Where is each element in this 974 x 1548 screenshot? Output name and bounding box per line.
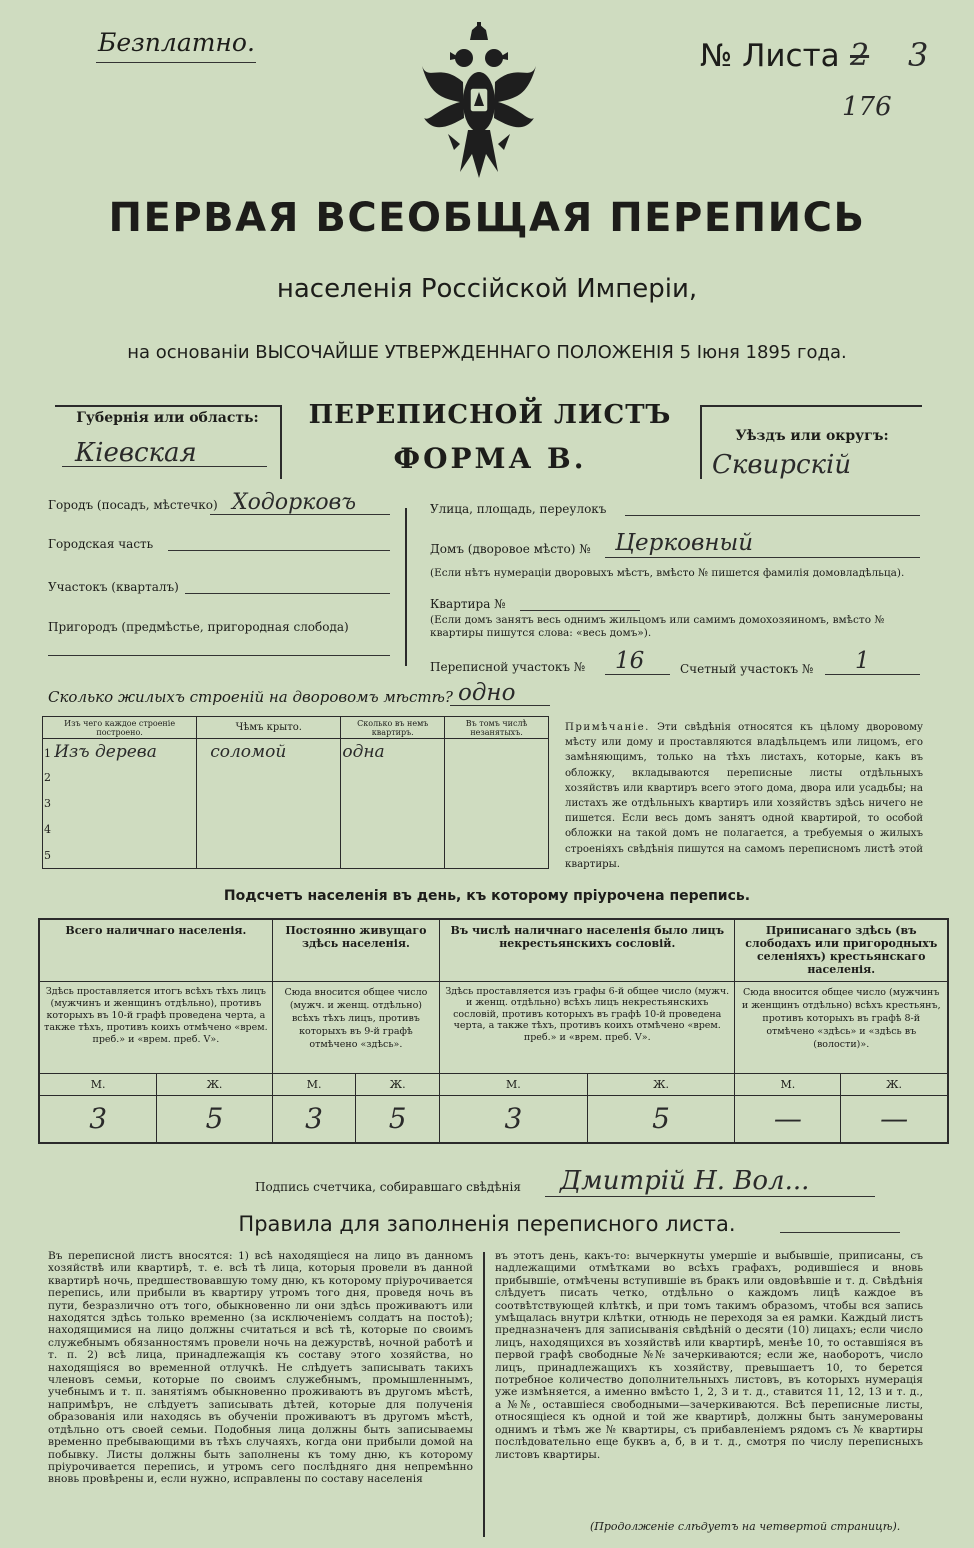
imperial-eagle-emblem bbox=[420, 22, 538, 182]
table-row bbox=[43, 739, 549, 765]
building-vacant bbox=[445, 739, 549, 765]
house-value: Церковный bbox=[615, 530, 754, 556]
pop-nonpeasant-f: 5 bbox=[587, 1095, 735, 1143]
pop-header-peasant: Приписанаго здѣсь (въ слободахъ или пригородныхъ селеніяхъ) крестьянскаго населенія. bbox=[735, 919, 948, 981]
city-part-label: Городская часть bbox=[48, 537, 154, 551]
buildings-question: Сколько жилыхъ строеній на дворовомъ мѣстѣ? bbox=[48, 688, 453, 706]
buildings-header-material: Изъ чего каждое строеніе построено. bbox=[43, 717, 197, 739]
sheet-number-label: № Листа bbox=[700, 38, 840, 74]
buildings-note bbox=[565, 720, 923, 872]
pop-header-total: Всего наличнаго населенія. bbox=[39, 919, 272, 981]
pop-header-nonpeasant: Въ числѣ наличнаго населенія было лицъ некрестьянскихъ сословій. bbox=[440, 919, 735, 981]
note-title: Примѣчаніе. bbox=[565, 722, 650, 733]
pop-permanent-m: 3 bbox=[272, 1095, 356, 1143]
pop-desc-nonpeasant: Здѣсь проставляется изъ графы 6-й общее число (мужч. и женщ. отдѣльно) всѣхъ лицъ некрестьянскихъ сословій, противъ которыхъ въ графѣ 10-й проведена черта, а также тѣхъ, противъ коихъ отмѣчено «врем. преб.» и «врем. преб. V». bbox=[440, 981, 735, 1073]
pop-total-f: 5 bbox=[157, 1095, 273, 1143]
table-row bbox=[43, 843, 549, 869]
pop-permanent-f: 5 bbox=[356, 1095, 440, 1143]
signature-value: Дмитрій Н. Вол... bbox=[560, 1166, 810, 1196]
census-area-value: 16 bbox=[615, 648, 645, 674]
subtitle: населенія Россійской Имперіи, bbox=[276, 274, 698, 304]
row-number: 3 bbox=[43, 791, 197, 817]
pop-m-label: М. bbox=[39, 1073, 157, 1095]
pop-peasant-m: — bbox=[735, 1095, 841, 1143]
apartment-note: (Если домъ занятъ весь однимъ жильцомъ или самимъ домохозяиномъ, вмѣсто № квартиры пишутся слова: «весь домъ»). bbox=[430, 614, 885, 639]
population-table bbox=[38, 918, 949, 1144]
buildings-answer: одно bbox=[458, 680, 516, 706]
pop-f-label: Ж. bbox=[356, 1073, 440, 1095]
note-text: Эти свѣдѣнія относятся къ цѣлому дворовому мѣсту или дому и проставляются владѣльцемъ или лицомъ, его замѣняющимъ, только на тѣхъ листахъ, которые, какъ въ обложку, вкладываются переписные листы отдѣльныхъ хозяйствъ или квартиръ всего этого дома, двора или усадьбы; на листахъ же отдѣльныхъ квартиръ или хозяйствъ здѣсь ничего не пишется. Если весь домъ занятъ одной квартирой, то особой обложки на такой домъ не полагается, а требуемыя о жилыхъ строеніяхъ свѣдѣнія пишутся на самомъ переписномъ листѣ этой квартиры. bbox=[565, 722, 923, 870]
pop-total-m: 3 bbox=[39, 1095, 157, 1143]
pop-header-permanent: Постоянно живущаго здѣсь населенія. bbox=[272, 919, 439, 981]
rules-divider bbox=[483, 1252, 485, 1537]
building-apartments: одна bbox=[342, 741, 385, 762]
free-label: Безплатно. bbox=[98, 28, 255, 57]
street-label: Улица, площадь, переулокъ bbox=[430, 502, 607, 516]
pop-m-label: М. bbox=[735, 1073, 841, 1095]
apartment-label: Квартира № bbox=[430, 597, 506, 611]
rules-left-column: Въ переписной листъ вносятся: 1) всѣ находящіеся на лицо въ данномъ хозяйствѣ или квартирѣ, т. е. всѣ тѣ лица, которыя провели въ данной квартирѣ ночь, предшествовавшую тому дню, къ которому пріурочивается перепись, или прибыли въ квартиру утромъ того дня, проведя ночь въ пути, безразлично отъ того, обыкновенно ли они здѣсь проживаютъ или находятся здѣсь только временно (за исключеніемъ солдатъ на постоѣ); находящимися на лицо должны считаться и всѣ тѣ, которые по своимъ служебнымъ обязанностямъ провели ночь на дежурствѣ, ночной работѣ и т. п. 2) всѣ лица, принадлежащія къ составу этого хозяйства, но находящіяся во временной отлучкѣ. Не слѣдуетъ записывать такихъ членовъ семьи, которые по своимъ служебнымъ, промышленнымъ, учебнымъ и т. п. занятіямъ обыкновенно проживаютъ въ другомъ мѣстѣ, напримѣръ, не слѣдуетъ записывать дѣтей, которые для полученія образованія или находясь въ обученіи проживаютъ въ другомъ мѣстѣ, отдѣльно отъ своей семьи. Подобныя лица должны быть записываемы временно пребывающими въ тѣхъ случаяхъ, когда они прибыли домой на побывку. Листы должны быть заполнены къ тому дню, къ которому пріурочивается перепись, и утромъ сего послѣдняго дня непремѣнно вновь провѣрены и, если нужно, исправлены по составу населенія bbox=[48, 1250, 473, 1486]
buildings-table bbox=[42, 716, 549, 869]
pop-peasant-f: — bbox=[841, 1095, 948, 1143]
pop-m-label: М. bbox=[272, 1073, 356, 1095]
suburb-label: Пригородъ (предмѣстье, пригородная слобода) bbox=[48, 620, 349, 634]
gubernia-value: Кіевская bbox=[75, 438, 197, 468]
uezd-value: Сквирскій bbox=[712, 450, 852, 480]
census-area-label: Переписной участокъ № bbox=[430, 660, 586, 674]
archive-number: 176 bbox=[842, 92, 892, 122]
buildings-header-vacant: Въ томъ числѣ незанятыхъ. bbox=[445, 717, 549, 739]
form-title: ПЕРЕПИСНОЙ ЛИСТЪ bbox=[308, 400, 672, 430]
building-roof: соломой bbox=[210, 741, 287, 762]
gubernia-label: Губернія или область: bbox=[76, 410, 259, 426]
count-area-value: 1 bbox=[855, 648, 870, 674]
pop-f-label: Ж. bbox=[157, 1073, 273, 1095]
row-number: 1 bbox=[44, 746, 51, 760]
main-title: ПЕРВАЯ ВСЕОБЩАЯ ПЕРЕПИСЬ bbox=[108, 195, 866, 241]
uezd-label: Уѣздъ или округъ: bbox=[735, 428, 889, 444]
pop-f-label: Ж. bbox=[841, 1073, 948, 1095]
signature-label: Подпись счетчика, собиравшаго свѣдѣнія bbox=[255, 1180, 521, 1194]
city-value: Ходорковъ bbox=[232, 490, 357, 515]
row-number: 4 bbox=[43, 817, 197, 843]
count-area-label: Счетный участокъ № bbox=[680, 662, 814, 676]
city-label: Городъ (посадъ, мѣстечко) bbox=[48, 498, 218, 512]
rules-title: Правила для заполненія переписного листа. bbox=[238, 1212, 736, 1236]
row-number: 5 bbox=[43, 843, 197, 869]
sheet-number-struck: 2 bbox=[850, 38, 870, 73]
pop-desc-total: Здѣсь проставляется итогъ всѣхъ тѣхъ лицъ (мужчинъ и женщинъ отдѣльно), противъ которыхъ въ 10-й графѣ проведена черта, а также тѣхъ, противъ коихъ отмѣчено «врем. преб.» и «врем. преб. V». bbox=[39, 981, 272, 1073]
pop-f-label: Ж. bbox=[587, 1073, 735, 1095]
pop-desc-permanent: Сюда вносится общее число (мужч. и женщ. отдѣльно) всѣхъ тѣхъ лицъ, противъ которыхъ въ 9-й графѣ отмѣчено «здѣсь». bbox=[272, 981, 439, 1073]
population-title: Подсчетъ населенія въ день, къ которому пріурочена перепись. bbox=[223, 888, 751, 904]
row-number: 2 bbox=[43, 765, 197, 791]
sheet-number: 3 bbox=[908, 36, 929, 74]
pop-nonpeasant-m: 3 bbox=[440, 1095, 588, 1143]
table-row bbox=[43, 791, 549, 817]
rules-right-column: въ этотъ день, какъ-то: вычеркнуты умершіе и выбывшіе, приписаны, съ надлежащими отмѣтками во всѣхъ графахъ, родившіеся и вновь прибывшіе, отмѣчены вступившіе въ бракъ или овдовѣвшіе и т. д. Свѣдѣнія слѣдуетъ писать четко, отдѣльно о каждомъ лицѣ каждое въ соотвѣтствующей клѣткѣ, и при томъ такимъ образомъ, чтобы вся запись умѣщалась внутри клѣтки, отнюдь не переходя за ея рамки. Каждый листъ предназначенъ для записыванія свѣдѣній о десяти (10) лицахъ; если число лицъ, находящихся въ хозяйствѣ или квартирѣ, менѣе 10, то оставшіяся въ первой графѣ свободные №№ зачеркиваются; если же, наоборотъ, число лицъ, принадлежащихъ къ хозяйству, превышаетъ 10, то берется потребное количество дополнительныхъ листовъ, въ которыхъ нумерація уже измѣняется, а именно вмѣсто 1, 2, 3 и т. д., ставится 11, 12, 13 и т. д., а №№, оставшіеся свободными—зачеркиваются. Всѣ переписные листы, относящіеся къ одной и той же квартирѣ, должны быть занумерованы однимъ и тѣмъ же № квартиры, съ прибавленіемъ рядомъ съ № квартиры послѣдовательно еще буквъ а, б, в и т. д., смотря по числу переписныхъ листовъ квартиры. bbox=[495, 1250, 923, 1461]
table-row bbox=[43, 817, 549, 843]
pop-m-label: М. bbox=[440, 1073, 588, 1095]
legal-basis: на основаніи ВЫСОЧАЙШЕ УТВЕРЖДЕННАГО ПОЛОЖЕНІЯ 5 Іюня 1895 года. bbox=[127, 342, 847, 363]
building-material: Изъ дерева bbox=[54, 741, 157, 762]
form-label: ФОРМА В. bbox=[393, 442, 587, 475]
buildings-header-roof: Чѣмъ крыто. bbox=[197, 717, 341, 739]
buildings-header-apartments: Сколько въ немъ квартиръ. bbox=[341, 717, 445, 739]
house-note: (Если нѣтъ нумераціи дворовыхъ мѣстъ, вмѣсто № пишется фамилія домовладѣльца). bbox=[430, 567, 905, 579]
pop-desc-peasant: Сюда вносится общее число (мужчинъ и женщинъ отдѣльно) всѣхъ крестьянъ, противъ которыхъ въ графѣ 8-й отмѣчено «здѣсь» и «здѣсь въ (волости)». bbox=[735, 981, 948, 1073]
house-label: Домъ (дворовое мѣсто) № bbox=[430, 542, 591, 556]
rules-continued: (Продолженіе слѣдуетъ на четвертой страницѣ). bbox=[590, 1520, 901, 1533]
address-divider bbox=[405, 508, 407, 666]
table-row bbox=[43, 765, 549, 791]
district-label: Участокъ (кварталъ) bbox=[48, 580, 179, 594]
